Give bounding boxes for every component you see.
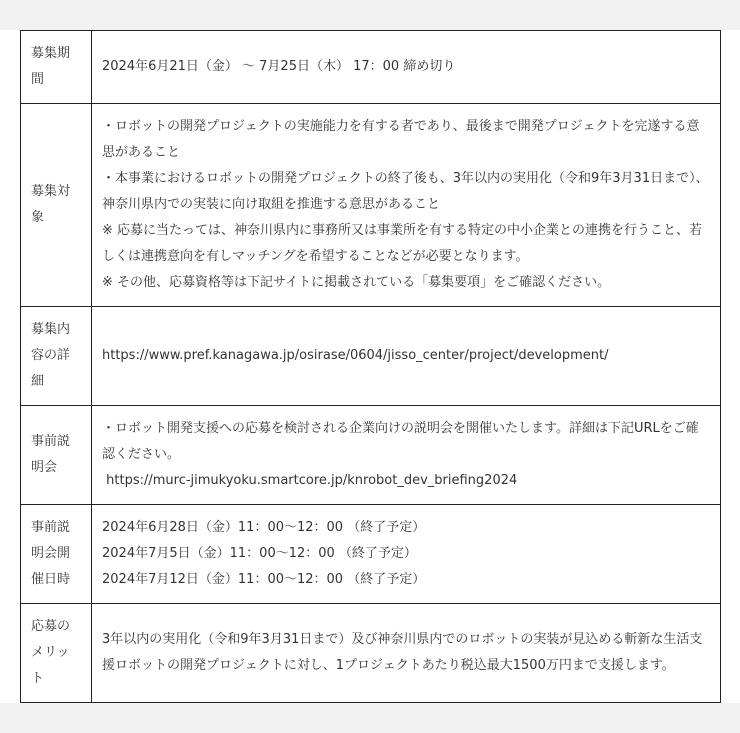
recruitment-info-table — [20, 30, 721, 703]
table-row — [21, 604, 721, 703]
text-line: 2024年7月5日（金）11：00〜12：00 （終了予定） — [102, 546, 417, 561]
text-line: ※ 応募に当たっては、神奈川県内に事務所又は事業所を有する特定の中小企業との連携を行うこと、若しくは連携意向を有しマッチングを希望することなどが必要となります。 — [102, 223, 703, 264]
text-line: 2024年6月28日（金）11：00〜12：00 （終了予定） — [102, 520, 426, 535]
table-row — [21, 307, 721, 406]
text-line: ・ロボットの開発プロジェクトの実施能力を有する者であり、最後まで開発プロジェクトを完遂する意思があること — [102, 119, 700, 160]
row-value-details — [92, 307, 721, 406]
details-link[interactable]: https://www.pref.kanagawa.jp/osirase/0604/jisso_center/project/development/ — [102, 348, 609, 363]
row-header-recruitment-period: 募集期間 — [21, 31, 92, 104]
table-row — [21, 31, 721, 104]
text-line: ・本事業におけるロボットの開発プロジェクトの終了後も、3年以内の実用化（令和9年3月31日まで）、神奈川県内での実装に向け取組を推進する意思があること — [102, 171, 709, 212]
text-line: ・ロボット開発支援への応募を検討される企業向けの説明会を開催いたします。詳細は下記URLをご確認ください。 — [102, 421, 699, 462]
row-header-eligibility: 募集対象 — [21, 104, 92, 307]
text-line: 2024年7月12日（金）11：00〜12：00 （終了予定） — [102, 572, 426, 587]
table-row — [21, 406, 721, 505]
row-value-recruitment-period — [92, 31, 721, 104]
row-header-benefits: 応募のメリット — [21, 604, 92, 703]
text-line: 3年以内の実用化（令和9年3月31日まで）及び神奈川県内でのロボットの実装が見込める斬新な生活支援ロボットの開発プロジェクトに対し、1プロジェクトあたり税込最大1500万円まで支援します。 — [102, 632, 703, 673]
text-line: 2024年6月21日（金） 〜 7月25日（木） 17：00 締め切り — [102, 59, 456, 74]
text-line: ※ その他、応募資格等は下記サイトに掲載されている「募集要項」をご確認ください。 — [102, 275, 611, 290]
table-row — [21, 104, 721, 307]
briefing-link[interactable]: https://murc-jimukyoku.smartcore.jp/knrobot_dev_briefing2024 — [102, 473, 518, 488]
row-header-briefing: 事前説明会 — [21, 406, 92, 505]
row-value-briefing-dates — [92, 505, 721, 604]
table-row — [21, 505, 721, 604]
row-header-briefing-dates: 事前説明会開催日時 — [21, 505, 92, 604]
top-band — [0, 0, 740, 30]
row-value-eligibility — [92, 104, 721, 307]
row-value-briefing — [92, 406, 721, 505]
row-header-details: 募集内容の詳細 — [21, 307, 92, 406]
row-value-benefits — [92, 604, 721, 703]
